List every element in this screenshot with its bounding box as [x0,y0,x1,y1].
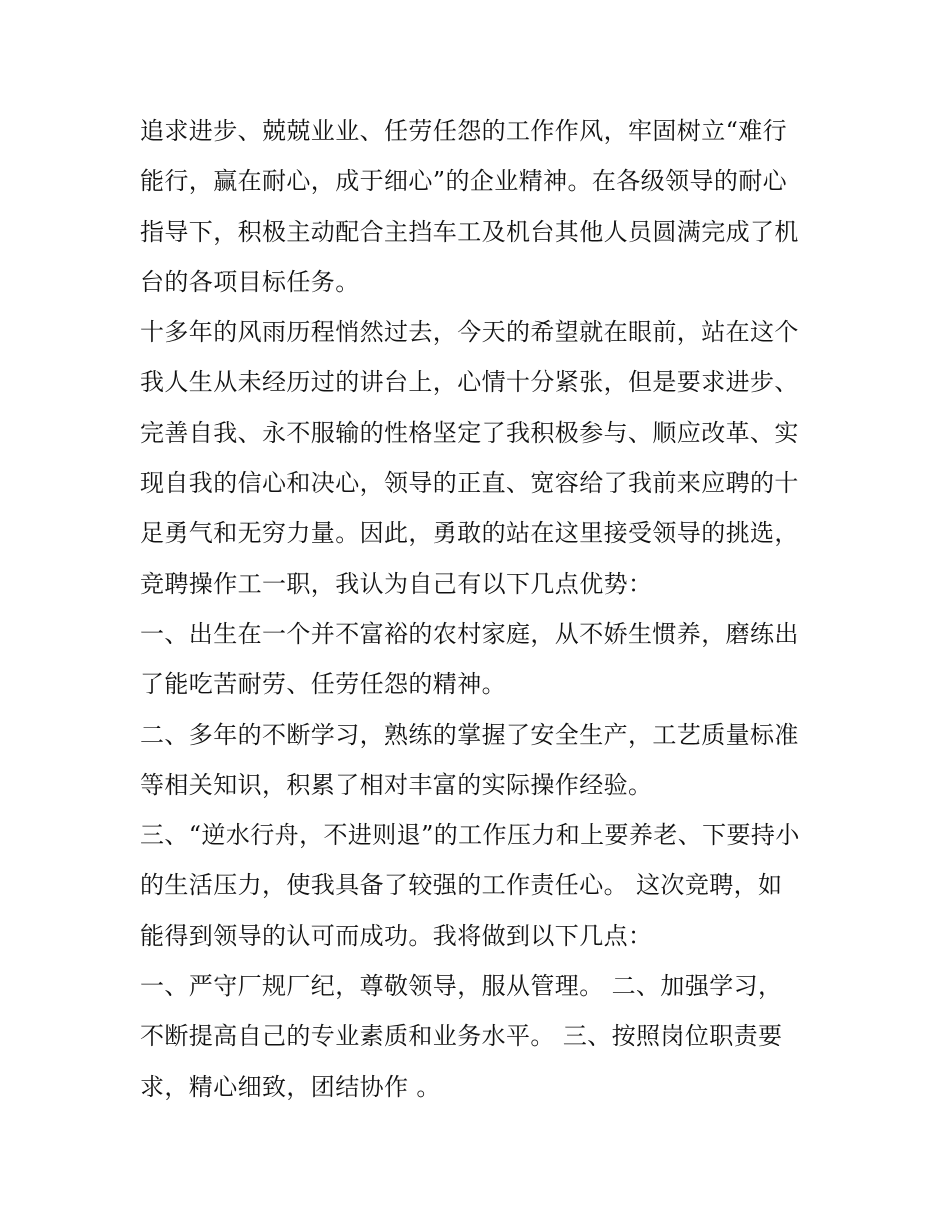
text-line: 我人生从未经历过的讲台上，心情十分紧张，但是要求进步、 [140,368,799,397]
text-line: 的生活压力，使我具备了较强的工作责任心。 这次竞聘，如 [140,871,783,900]
text-line: 能得到领导的认可而成功。我将做到以下几点： [140,921,653,950]
text-line: 能行，赢在耐心，成于细心”的企业精神。在各级领导的耐心 [140,167,788,196]
text-line: 二、多年的不断学习，熟练的掌握了安全生产，工艺质量标准 [140,720,799,749]
text-line: 了能吃苦耐劳、任劳任怨的精神。 [140,670,506,699]
document-body [140,106,820,1112]
text-line: 一、严守厂规厂纪，尊敬领导，服从管理。 二、加强学习， [140,972,783,1001]
text-line: 台的各项目标任务。 [140,267,360,296]
text-line: 完善自我、永不服输的性格坚定了我积极参与、顺应改革、实 [140,418,799,447]
text-line: 现自我的信心和决心，领导的正直、宽容给了我前来应聘的十 [140,469,799,498]
text-line: 不断提高自己的专业素质和业务水平。 三、按照岗位职责要 [140,1022,783,1051]
text-line: 竞聘操作工一职，我认为自己有以下几点优势： [140,569,653,598]
text-line: 十多年的风雨历程悄然过去，今天的希望就在眼前，站在这个 [140,318,799,347]
text-line: 足勇气和无穷力量。因此，勇敢的站在这里接受领导的挑选， [140,519,799,548]
text-line: 指导下，积极主动配合主挡车工及机台其他人员圆满完成了机 [140,217,799,246]
text-line: 等相关知识，积累了相对丰富的实际操作经验。 [140,770,653,799]
text-line: 三、“逆水行舟，不进则退”的工作压力和上要养老、下要持小 [140,821,800,850]
text-line: 追求进步、兢兢业业、任劳任怨的工作作风，牢固树立“难行 [140,117,788,145]
text-line: 一、出生在一个并不富裕的农村家庭，从不娇生惯养，磨练出 [140,619,799,648]
text-line: 求，精心细致，团结协作 。 [140,1072,441,1101]
